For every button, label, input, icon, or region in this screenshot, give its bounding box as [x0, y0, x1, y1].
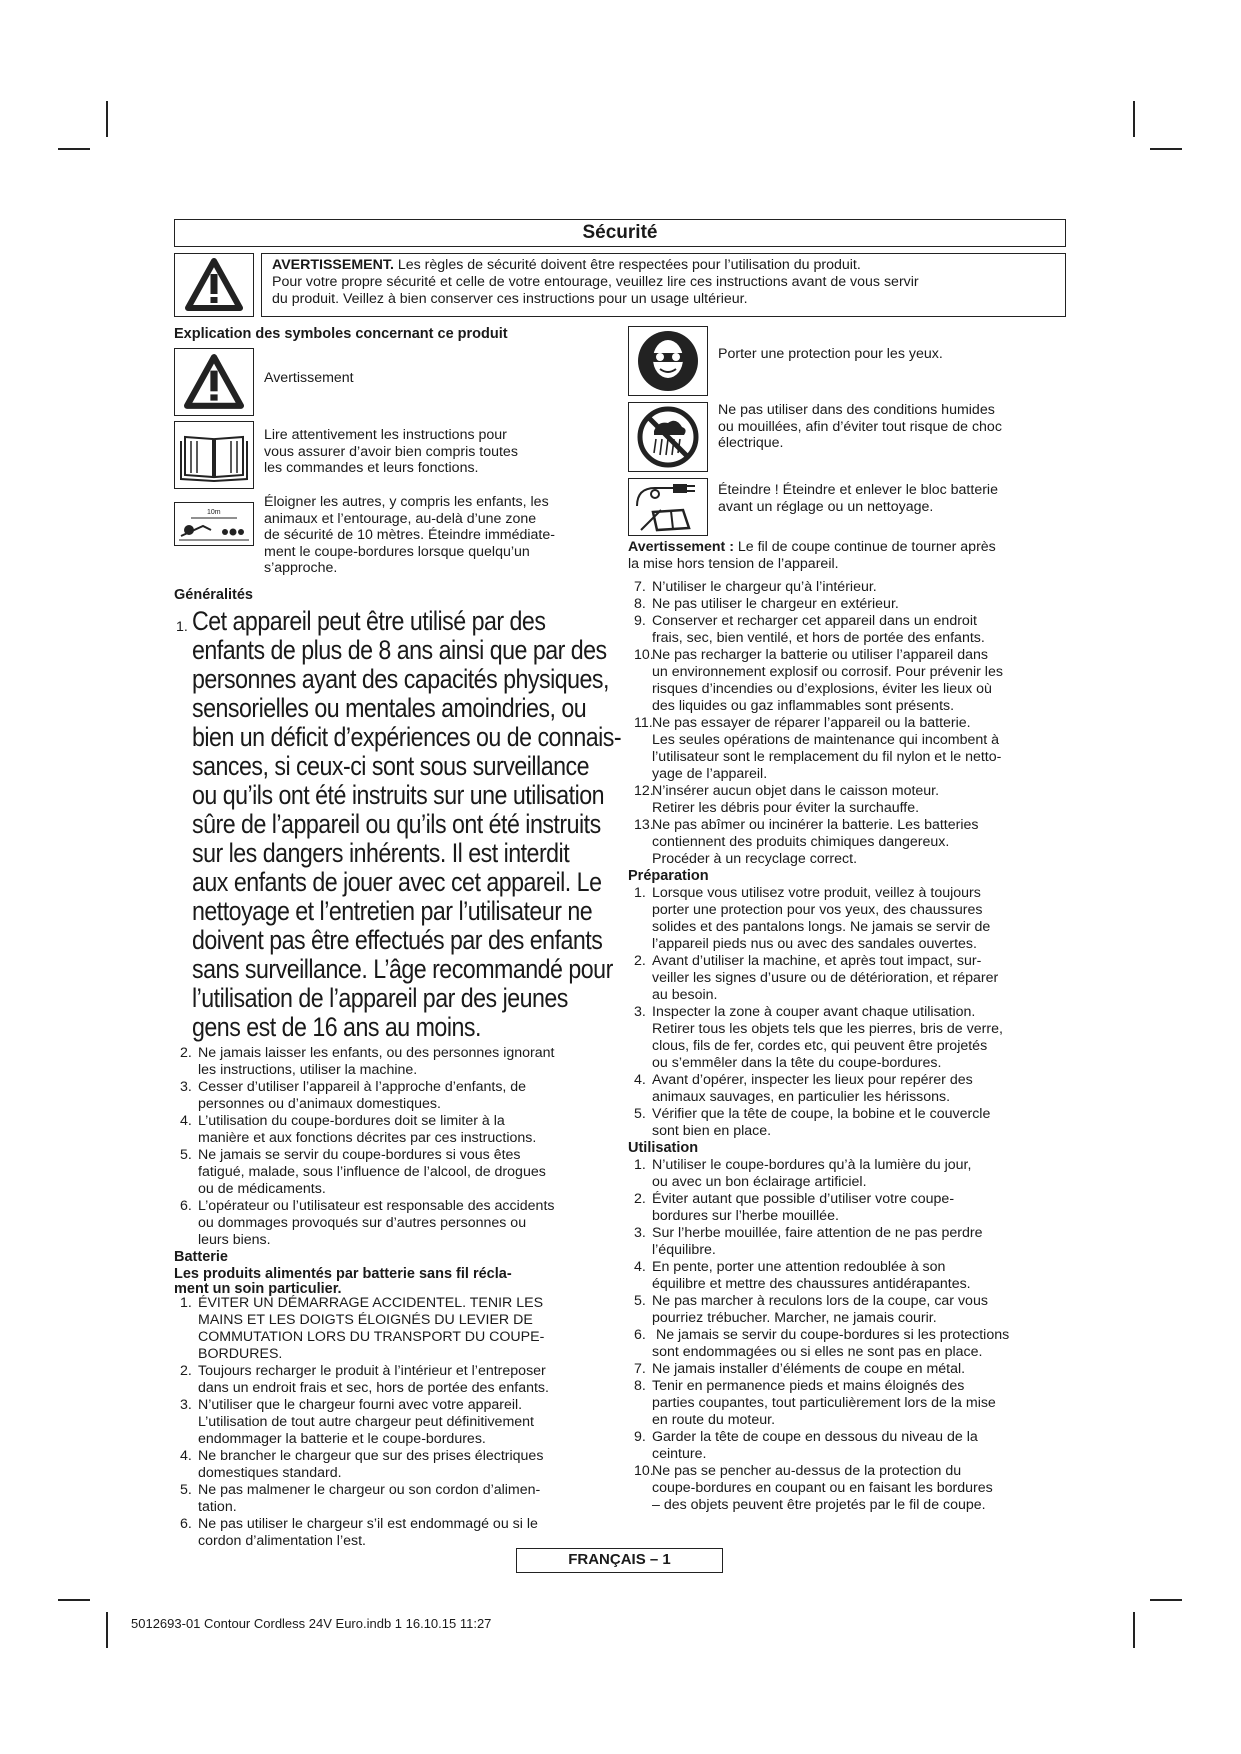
list-number: 11.: [634, 715, 653, 731]
large-line: personnes ayant des capacités physiques,: [192, 663, 609, 694]
section-subheading: ment un soin particulier.: [174, 1280, 342, 1297]
symbol-box: [174, 421, 254, 489]
note-label: Avertissement :: [628, 539, 734, 555]
list-line: manière et aux fonctions décrites par ces instructions.: [198, 1129, 537, 1146]
list-number: 5.: [180, 1146, 192, 1163]
list-line: sont bien en place.: [652, 1123, 772, 1139]
large-line: ou qu’ils ont été instruits sur une utilisation: [192, 779, 605, 810]
warning-icon-box: [174, 253, 254, 317]
crop-mark: [1150, 148, 1182, 150]
list-item: [634, 1259, 1066, 1293]
symbol-line: s’approche.: [264, 560, 338, 576]
list-number: 13.: [634, 817, 654, 833]
symbol-line: de sécurité de 10 mètres. Éteindre immédiate-: [264, 527, 555, 543]
large-line: gens est de 16 ans au moins.: [192, 1011, 481, 1042]
list-number: 6.: [634, 1327, 646, 1343]
list-line: N’utiliser le coupe-bordures qu’à la lumière du jour,: [652, 1157, 972, 1173]
list-item: [180, 1113, 622, 1147]
list-line: Sur l’herbe mouillée, faire attention de ne pas perdre: [652, 1225, 983, 1241]
cutting-line-note: [628, 539, 1066, 573]
list-line: parties coupantes, tout particulièrement lors de la mise: [652, 1395, 996, 1411]
list-number: 4.: [180, 1447, 192, 1464]
list-item: [180, 1482, 622, 1516]
large-line: Cet appareil peut être utilisé par des: [192, 605, 546, 636]
crop-mark: [106, 101, 108, 137]
list-line: Ne pas malmener le chargeur ou son cordon d’alimen-: [198, 1481, 541, 1498]
list-item: [634, 596, 1066, 613]
list-number: 3.: [180, 1396, 192, 1413]
list-line: coupe-bordures en coupant ou en faisant les bordures: [652, 1480, 993, 1496]
list-line: pourriez trébucher. Marcher, ne jamais courir.: [652, 1310, 937, 1326]
symbol-keep-distance: [174, 494, 622, 577]
list: [628, 1157, 1066, 1514]
list-line: Avant d’opérer, inspecter les lieux pour repérer des: [652, 1072, 973, 1088]
list-line: l’appareil pieds nus ou avec des sandales ouvertes.: [652, 936, 977, 952]
list-line: clous, fils de fer, cordes etc, qui peuvent être projetés: [652, 1038, 988, 1054]
crop-mark: [1133, 101, 1135, 137]
list-item: [634, 1463, 1066, 1514]
list-item: [634, 613, 1066, 647]
symbol-text: [708, 402, 1002, 452]
list-number: 4.: [634, 1259, 646, 1275]
list-item: [634, 1157, 1066, 1191]
list-line: Retirer les débris pour éviter la surchauffe.: [652, 800, 920, 816]
warning-line: du produit. Veillez à bien conserver ces instructions pour un usage ultérieur.: [272, 291, 748, 307]
list-line: au besoin.: [652, 987, 718, 1003]
list-number: 6.: [180, 1197, 192, 1214]
symbol-switch-off: [628, 478, 1066, 536]
symbol-no-wet: [628, 402, 1066, 472]
warning-label: AVERTISSEMENT.: [272, 257, 394, 273]
symbol-box: [628, 326, 708, 396]
list-line: Ne brancher le chargeur que sur des prises électriques: [198, 1447, 544, 1464]
list-item: [180, 1448, 622, 1482]
list-item: [634, 1361, 1066, 1378]
list-line: Lorsque vous utilisez votre produit, veillez à toujours: [652, 885, 981, 901]
list-line: Ne pas utiliser le chargeur en extérieur.: [652, 596, 899, 612]
symbol-label: Porter une protection pour les yeux.: [718, 346, 943, 362]
crop-mark: [1150, 1599, 1182, 1601]
list-line: Retirer tous les objets tels que les pierres, bris de verre,: [652, 1021, 1003, 1037]
section-heading: Préparation: [628, 868, 709, 884]
list-item: [180, 1363, 622, 1397]
list-line: L’utilisation de tout autre chargeur peut définitivement: [198, 1413, 534, 1430]
list-line: Ne pas essayer de réparer l’appareil ou la batterie.: [652, 715, 971, 731]
list-line: Ne jamais installer d’éléments de coupe en métal.: [652, 1361, 966, 1377]
list-line: Conserver et recharger cet appareil dans un endroit: [652, 613, 977, 629]
list-number: 6.: [180, 1515, 192, 1532]
list-number: 5.: [634, 1106, 646, 1122]
warning-text: [261, 253, 1066, 317]
symbol-line: ou mouillées, afin d’éviter tout risque de choc: [718, 418, 1002, 435]
large-line: doivent pas être effectués par des enfants: [192, 924, 603, 955]
list-line: Ne pas marcher à reculons lors de la coupe, car vous: [652, 1293, 988, 1309]
list-number: 2.: [180, 1362, 192, 1379]
large-line: aux enfants de jouer avec cet appareil. Le: [192, 866, 602, 897]
list-line: porter une protection pour vos yeux, des chaussures: [652, 902, 983, 918]
list-number: 2.: [634, 953, 646, 969]
list-number: 8.: [634, 596, 646, 612]
list-item: [634, 715, 1066, 783]
symbol-text: [254, 421, 518, 477]
list-line: leurs biens.: [198, 1231, 271, 1248]
list-line: sont endommagées ou si elles ne sont pas en place.: [652, 1344, 983, 1360]
list-number: 12.: [634, 783, 654, 799]
list-item: [634, 953, 1066, 1004]
list: [628, 579, 1066, 868]
symbol-eye-protection: [628, 326, 1066, 396]
list: [174, 1295, 622, 1550]
list-item: [634, 1072, 1066, 1106]
section-heading: Batterie: [174, 1248, 228, 1265]
symbol-line: animaux et l’entourage, au-delà d’une zone: [264, 510, 537, 527]
list-number: 2.: [634, 1191, 646, 1207]
warning-line: Pour votre propre sécurité et celle de votre entourage, veuillez lire ces instructions avant de vous servir: [272, 274, 919, 290]
list-line: dans un endroit frais et sec, hors de portée des enfants.: [198, 1379, 549, 1396]
list-item: [180, 1045, 622, 1079]
list-line: en route du moteur.: [652, 1412, 776, 1428]
list-line: ou de médicaments.: [198, 1180, 326, 1197]
list-line: Ne jamais laisser les enfants, ou des personnes ignorant: [198, 1044, 555, 1061]
list-line: frais, sec, bien ventilé, et hors de portée des enfants.: [652, 630, 985, 646]
list-number: 8.: [634, 1378, 646, 1394]
symbol-line: les commandes et leurs fonctions.: [264, 460, 479, 476]
list-number: 3.: [634, 1004, 646, 1020]
list-line: domestiques standard.: [198, 1464, 342, 1481]
page-title: Sécurité: [174, 219, 1066, 247]
list-item: [634, 817, 1066, 868]
list-item: [634, 1429, 1066, 1463]
list-item: [180, 1079, 622, 1113]
large-line: nettoyage et l’entretien par l’utilisateur ne: [192, 895, 593, 926]
left-column: [174, 326, 622, 1550]
list-line: cordon d’alimentation l’est.: [198, 1532, 366, 1549]
list-number: 10.: [634, 1463, 654, 1479]
list-line: N’insérer aucun objet dans le caisson moteur.: [652, 783, 940, 799]
symbol-box: [628, 402, 708, 472]
distance-icon-label: 10m: [207, 509, 221, 516]
warning-triangle-icon: [185, 258, 243, 312]
open-book-icon: [179, 427, 249, 483]
list-line: équilibre et mettre des chaussures antidérapantes.: [652, 1276, 971, 1292]
list-line: Procéder à un recyclage correct.: [652, 851, 858, 867]
list-line: solides et des pantalons longs. Ne jamais se servir de: [652, 919, 991, 935]
symbol-box: [174, 348, 254, 416]
list-number: 5.: [180, 1481, 192, 1498]
list-line: contiennent des produits chimiques dangereux.: [652, 834, 950, 850]
list-number: 7.: [634, 579, 646, 595]
bystander-distance-icon: [177, 504, 251, 544]
right-column: [628, 326, 1066, 1514]
section-subheading: Les produits alimentés par batterie sans fil récla-: [174, 1265, 512, 1282]
list-item: [180, 1516, 622, 1550]
large-paragraph: [192, 607, 639, 1042]
symbol-line: Éloigner les autres, y compris les enfants, les: [264, 494, 549, 510]
list-line: Cesser d’utiliser l’appareil à l’approche d’enfants, de: [198, 1078, 527, 1095]
large-line: sensorielles ou mentales amoindries, ou: [192, 692, 587, 723]
list-number: 10.: [634, 647, 654, 663]
list-number: 5.: [634, 1293, 646, 1309]
symbol-line: Ne pas utiliser dans des conditions humides: [718, 402, 995, 418]
list-item: [634, 1327, 1066, 1361]
symbol-line: ment le coupe-bordures lorsque quelqu’un: [264, 543, 530, 560]
list-line: ou dommages provoqués sur d’autres personnes ou: [198, 1214, 527, 1231]
list-line: fatigué, malade, sous l’influence de l’alcool, de drogues: [198, 1163, 546, 1180]
eye-protection-icon: [636, 329, 700, 393]
symbol-line: vous assurer d’avoir bien compris toutes: [264, 443, 518, 460]
large-line: sans surveillance. L’âge recommandé pour: [192, 953, 613, 984]
list-item: [180, 1397, 622, 1448]
list-number: 1.: [634, 1157, 646, 1173]
list-line: Ne pas se pencher au-dessus de la protection du: [652, 1463, 962, 1479]
list-number: 7.: [634, 1361, 646, 1377]
list-line: ou avec un bon éclairage artificiel.: [652, 1174, 867, 1190]
crop-mark: [106, 1612, 108, 1648]
list-line: les instructions, utiliser la machine.: [198, 1061, 418, 1078]
list-item: [634, 1004, 1066, 1072]
list-number: 4.: [180, 1112, 192, 1129]
note-text: Le fil de coupe continue de tourner après: [733, 539, 996, 555]
list-line: Avant d’utiliser la machine, et après tout impact, sur-: [652, 953, 982, 969]
large-line: enfants de plus de 8 ans ainsi que par des: [192, 634, 607, 665]
note-text: la mise hors tension de l’appareil.: [628, 556, 839, 572]
list-line: Vérifier que la tête de coupe, la bobine et le couvercle: [652, 1106, 991, 1122]
list-number: 9.: [634, 613, 646, 629]
list-line: ceinture.: [652, 1446, 707, 1462]
section-heading: Utilisation: [628, 1140, 699, 1156]
large-line: l’utilisation de l’appareil par des jeunes: [192, 982, 568, 1013]
list-item: [634, 647, 1066, 715]
large-line: sur les dangers inhérents. Il est interdit: [192, 837, 570, 868]
list-line: risques d’incendies ou d’explosions, éviter les lieux où: [652, 681, 992, 697]
print-info: 5012693-01 Contour Cordless 24V Euro.indb 1 16.10.15 11:27: [131, 1616, 492, 1631]
list-line: Ne jamais se servir du coupe-bordures si vous êtes: [198, 1146, 521, 1163]
crop-mark: [58, 1599, 90, 1601]
list-line: l’équilibre.: [652, 1242, 716, 1258]
list-item: [634, 1191, 1066, 1225]
symbol-read-manual: [174, 421, 622, 489]
list-item: [634, 783, 1066, 817]
list-line: un environnement explosif ou corrosif. Pour prévenir les: [652, 664, 1003, 680]
list-number: 2.: [180, 1044, 192, 1061]
list-line: MAINS ET LES DOIGTS ÉLOIGNÉS DU LEVIER DE: [198, 1311, 533, 1328]
list-number: 1.: [180, 1294, 192, 1311]
list-line: L’utilisation du coupe-bordures doit se limiter à la: [198, 1112, 505, 1129]
symbol-box: [628, 478, 708, 536]
list-line: COMMUTATION LORS DU TRANSPORT DU COUPE-: [198, 1328, 545, 1345]
large-line: sances, si ceux-ci sont sous surveillance: [192, 750, 589, 781]
crop-mark: [58, 148, 90, 150]
unplug-manual-icon: [631, 480, 705, 534]
list-line: bordures sur l’herbe mouillée.: [652, 1208, 839, 1224]
crop-mark: [1133, 1612, 1135, 1648]
list-line: BORDURES.: [198, 1345, 283, 1362]
warning-block: [174, 253, 1066, 317]
list-number: 1.: [634, 885, 646, 901]
list-line: yage de l’appareil.: [652, 766, 768, 782]
list-line: N’utiliser le chargeur qu’à l’intérieur.: [652, 579, 877, 595]
page-number: FRANÇAIS – 1: [516, 1548, 723, 1573]
symbol-line: Éteindre ! Éteindre et enlever le bloc batterie: [718, 482, 998, 498]
list-line: ou s’emmêler dans la tête du coupe-bordures.: [652, 1055, 942, 1071]
list-line: En pente, porter une attention redoublée à son: [652, 1259, 946, 1275]
section-heading: Généralités: [174, 586, 253, 603]
symbol-text: [708, 478, 998, 515]
warning-triangle-icon: [184, 354, 244, 410]
list-item: [634, 1106, 1066, 1140]
list-line: endommager la batterie et le coupe-bordures.: [198, 1430, 486, 1447]
list-number: 3.: [634, 1225, 646, 1241]
list-item: [180, 1147, 622, 1198]
list-line: personnes ou d’animaux domestiques.: [198, 1095, 441, 1112]
list-line: Les seules opérations de maintenance qui incombent à: [652, 732, 1000, 748]
list-line: Éviter autant que possible d’utiliser votre coupe-: [652, 1191, 955, 1207]
symbol-line: Lire attentivement les instructions pour: [264, 427, 507, 443]
symbol-label: Avertissement: [264, 370, 354, 386]
list-line: Inspecter la zone à couper avant chaque utilisation.: [652, 1004, 976, 1020]
list-line: Ne pas recharger la batterie ou utiliser l’appareil dans: [652, 647, 988, 663]
list-line: Tenir en permanence pieds et mains éloignés des: [652, 1378, 965, 1394]
list-line: tation.: [198, 1498, 237, 1515]
list-number: 1.: [176, 618, 188, 635]
large-line: bien un déficit d’expériences ou de connais-: [192, 721, 622, 752]
warning-line: Les règles de sécurité doivent être respectées pour l’utilisation du produit.: [393, 257, 861, 273]
list-line: Ne pas abîmer ou incinérer la batterie. Les batteries: [652, 817, 979, 833]
list-number: 3.: [180, 1078, 192, 1095]
symbol-line: électrique.: [718, 435, 784, 451]
large-line: sûre de l’appareil ou qu’ils ont été instruits: [192, 808, 601, 839]
list-number: 9.: [634, 1429, 646, 1445]
list-line: l’utilisateur sont le remplacement du fil nylon et le netto-: [652, 749, 1002, 765]
list-line: ÉVITER UN DÉMARRAGE ACCIDENTEL. TENIR LES: [198, 1294, 544, 1311]
list-line: veiller les signes d’usure ou de détérioration, et réparer: [652, 970, 999, 986]
list-item: [180, 1198, 622, 1249]
list-item: [634, 885, 1066, 953]
list-number: 4.: [634, 1072, 646, 1088]
list: [628, 885, 1066, 1140]
list-line: animaux sauvages, en particulier les hérissons.: [652, 1089, 951, 1105]
list-line: Ne jamais se servir du coupe-bordures si les protections: [652, 1327, 1010, 1343]
symbol-line: avant un réglage ou un nettoyage.: [718, 498, 934, 515]
symbol-box: [174, 502, 254, 546]
list-item: [634, 579, 1066, 596]
list-item: [174, 607, 622, 1045]
symbol-text: [254, 494, 555, 577]
list: [174, 1045, 622, 1249]
no-rain-icon: [636, 405, 700, 469]
list-line: Garder la tête de coupe en dessous du niveau de la: [652, 1429, 978, 1445]
list-line: Ne pas utiliser le chargeur s’il est endommagé ou si le: [198, 1515, 538, 1532]
list-line: Toujours recharger le produit à l’intérieur et l’entreposer: [198, 1362, 546, 1379]
symbol-warning: [174, 348, 622, 416]
list-item: [634, 1378, 1066, 1429]
list-line: L’opérateur ou l’utilisateur est responsable des accidents: [198, 1197, 555, 1214]
list-item: [634, 1293, 1066, 1327]
list-item: [180, 1295, 622, 1363]
list-line: des liquides ou gaz inflammables sont présents.: [652, 698, 955, 714]
list-line: – des objets peuvent être projetés par le fil de coupe.: [652, 1497, 986, 1513]
list-item: [634, 1225, 1066, 1259]
list-line: N’utiliser que le chargeur fourni avec votre appareil.: [198, 1396, 523, 1413]
symbols-heading: Explication des symboles concernant ce produit: [174, 326, 508, 342]
